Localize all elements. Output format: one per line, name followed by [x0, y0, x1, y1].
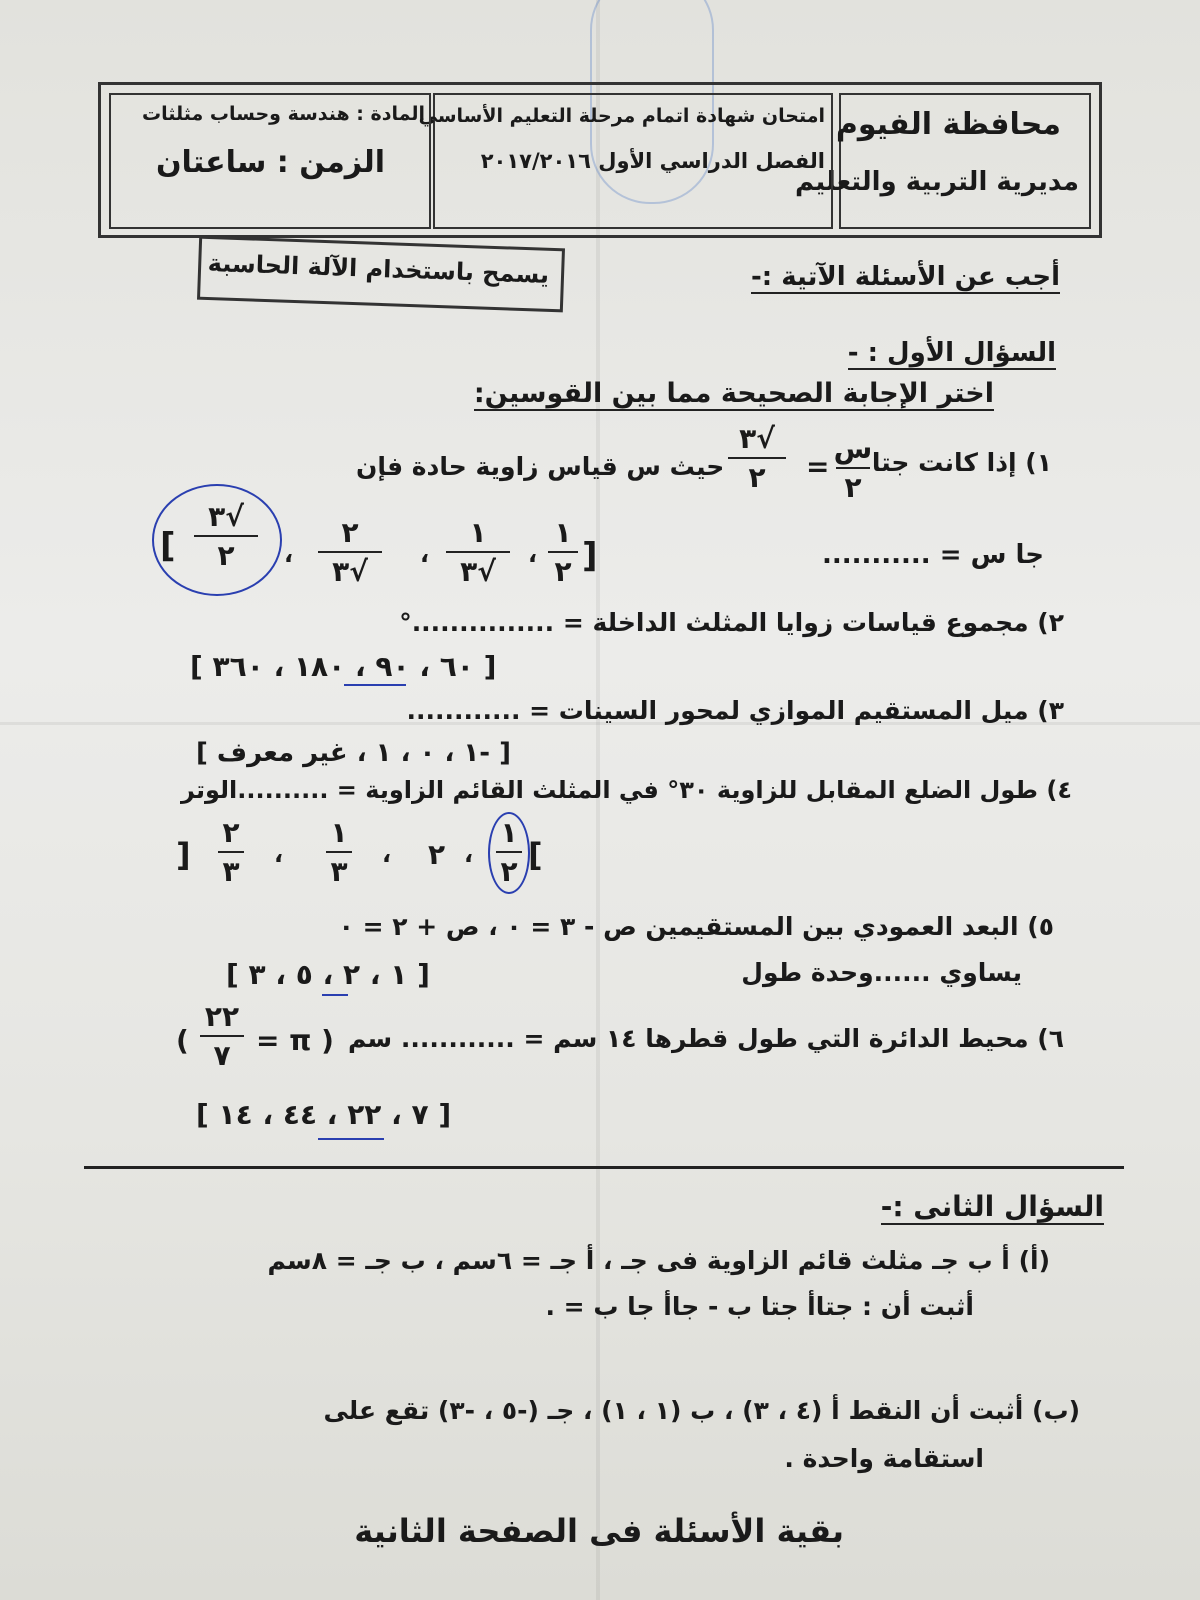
exam-title: امتحان شهادة اتمام مرحلة التعليم الأساسي — [418, 105, 825, 127]
q1-item5-text: ٥) البعد العمودي بين المستقيمين ص - ٣ = ٠ ، ص + ٢ = ٠ — [338, 912, 1054, 941]
pi-note: ( π = — [256, 1024, 334, 1057]
q1-item6-options: [ ٧ ، ٢٢ ، ٤٤ ، ١٤ ] — [196, 1098, 452, 1131]
fraction-numerator: √٣ — [739, 422, 775, 455]
q1-item1-text: ١) إذا كانت جتا — [871, 448, 1052, 477]
q1-item4-text: ٤) طول الضلع المقابل للزاوية ٣٠° في المثلث القائم الزاوية = ..........الوتر — [181, 776, 1072, 804]
equals-sign: = — [806, 450, 830, 483]
time-label: الزمن : ساعتان — [155, 145, 385, 180]
q1-title: السؤال الأول : - — [847, 338, 1056, 368]
subject-label: المادة : هندسة وحساب مثلثات — [142, 103, 425, 125]
header-exam-cell — [418, 93, 833, 229]
q1-item3-options: [ -١ ، ٠ ، ١ ، غير معرف ] — [196, 738, 511, 768]
q1-item4-option-4: ٢ ٣ — [218, 816, 244, 888]
q2-part-a: (أ) أ ب جـ مثلث قائم الزاوية فى جـ ، أ جـ = ٦سم ، ب جـ = ٨سم — [267, 1246, 1050, 1275]
q1-item4-option-3: ١ ٣ — [326, 816, 352, 888]
exam-paper: محافظة الفيوم مديرية التربية والتعليم امتحان شهادة اتمام مرحلة التعليم الأساسي الفصل الدراسي الأول ٢٠١٧/٢٠١٦ المادة : هندسة وحساب مثلثات الزمن : ساعتان أجب عن الأسئلة الآتية :- يسمح باستخدام الآلة الحاسبة السؤال الأول : - اختر الإجابة الصحيحة مما بين القوسين: ١) إذا كانت جتا س ٢ = √٣ ٢ حيث س قياس زاوية حادة فإن جا س = ........... [ ١ ٢ ، ١ √٣ ، ٢ √٣ ، √٣ ٢ ] ٢) مجموع قياسات زوايا المثلث الداخلة = ...............° [ ٦٠ ، ٩٠ ، ١٨٠ ، ٣٦٠ ] ٣) ميل المستقيم الموازي لمحور السينات = ............ [ -١ ، ٠ ، ١ ، غير معرف ] ٤) طول الضلع المقابل للزاوية ٣٠° في المثلث القائم الزاوية = ..........الوتر ] ١ ٢ ، ٢ ، ١ ٣ ، ٢ ٣ [ ٥) البعد العمودي بين المستقيمين ص - ٣ = ٠ ، ص + ٢ = ٠ يساوي ......وحدة طول [ ١ ، ٢ ، ٥ ، ٣ ] ٦) محيط الدائرة التي طول قطرها ١٤ سم = ............ سم ( π = ٢٢ ٧ ) [ ٧ ، ٢٢ ، ٤٤ ، ١٤ ] السؤال الثانى :- (أ) أ ب جـ مثلث قائم الزاوية فى جـ ، أ جـ = ٦سم ، ب جـ = ٨سم أثبت أن : جتاأ جتا ب - جاأ جا ب = . (ب) أثبت أن النقط أ (٤ ، ٣) ، ب (١ ، ١) ، جـ (-٥ ، -٣) تقع على استقامة واحدة . بقية الأسئلة فى الصفحة الثانية — [0, 0, 1200, 1600]
q1-item1-lhs-fraction — [833, 432, 873, 504]
q1-subtitle: اختر الإجابة الصحيحة مما بين القوسين: — [473, 378, 994, 409]
fraction-numerator: س — [833, 432, 873, 465]
pen-underline-mark — [318, 1138, 384, 1140]
bracket-open: [ — [582, 536, 598, 576]
pen-circle-mark — [152, 484, 282, 596]
answer-instruction: أجب عن الأسئلة الآتية :- — [751, 262, 1060, 292]
pi-fraction: ٢٢ ٧ — [200, 1000, 244, 1072]
q2-part-a-prove: أثبت أن : جتاأ جتا ب - جاأ جا ب = . — [545, 1292, 974, 1321]
header-subject-cell — [109, 93, 431, 229]
q1-item2-options: [ ٦٠ ، ٩٠ ، ١٨٠ ، ٣٦٠ ] — [190, 650, 497, 683]
q1-item5-options: [ ١ ، ٢ ، ٥ ، ٣ ] — [226, 958, 430, 991]
q1-item1-ask: جا س = ........... — [822, 540, 1044, 570]
q1-item4-option-2: ٢ — [428, 838, 446, 871]
q1-item1-rhs-fraction — [728, 422, 786, 494]
q1-item1-tail: حيث س قياس زاوية حادة فإن — [356, 452, 725, 481]
q1-item2-text: ٢) مجموع قياسات زوايا المثلث الداخلة = ...............° — [399, 608, 1064, 637]
semester-label: الفصل الدراسي الأول ٢٠١٧/٢٠١٦ — [480, 149, 825, 173]
q1-item1-option-3: ٢ √٣ — [318, 516, 382, 588]
fraction-denominator: ٢ — [844, 471, 862, 504]
directorate-name: مديرية التربية والتعليم — [794, 167, 1079, 197]
pen-underline-mark — [344, 684, 406, 686]
governorate-name: محافظة الفيوم — [835, 107, 1061, 142]
q1-item4-option-1: ١ ٢ — [496, 816, 522, 888]
bracket-close: ] — [160, 526, 176, 566]
q1-item3-text: ٣) ميل المستقيم الموازي لمحور السينات = ............ — [406, 696, 1064, 725]
pen-circle-mark — [488, 812, 530, 894]
pen-underline-mark — [322, 994, 348, 996]
fraction-denominator: ٢ — [748, 461, 766, 494]
q1-item1-option-2: ١ √٣ — [446, 516, 510, 588]
calculator-notice-box — [197, 236, 565, 313]
q1-item1-option-1: ١ ٢ — [548, 516, 578, 588]
q1-item6-text: ٦) محيط الدائرة التي طول قطرها ١٤ سم = ............ سم — [347, 1024, 1064, 1053]
header-governorate-cell — [794, 93, 1091, 229]
q2-part-b: (ب) أثبت أن النقط أ (٤ ، ٣) ، ب (١ ، ١) ، جـ (-٥ ، -٣) تقع على — [323, 1396, 1080, 1425]
q1-item1-option-4: √٣ ٢ — [194, 500, 258, 572]
exam-header — [98, 82, 1102, 238]
q1-item5-text2: يساوي ......وحدة طول — [741, 958, 1022, 987]
calculator-notice: يسمح باستخدام الآلة الحاسبة — [207, 248, 550, 289]
footer-note: بقية الأسئلة فى الصفحة الثانية — [354, 1512, 844, 1550]
section-divider — [84, 1166, 1124, 1169]
q2-title: السؤال الثانى :- — [880, 1190, 1104, 1223]
q2-part-b-line2: استقامة واحدة . — [784, 1444, 984, 1473]
